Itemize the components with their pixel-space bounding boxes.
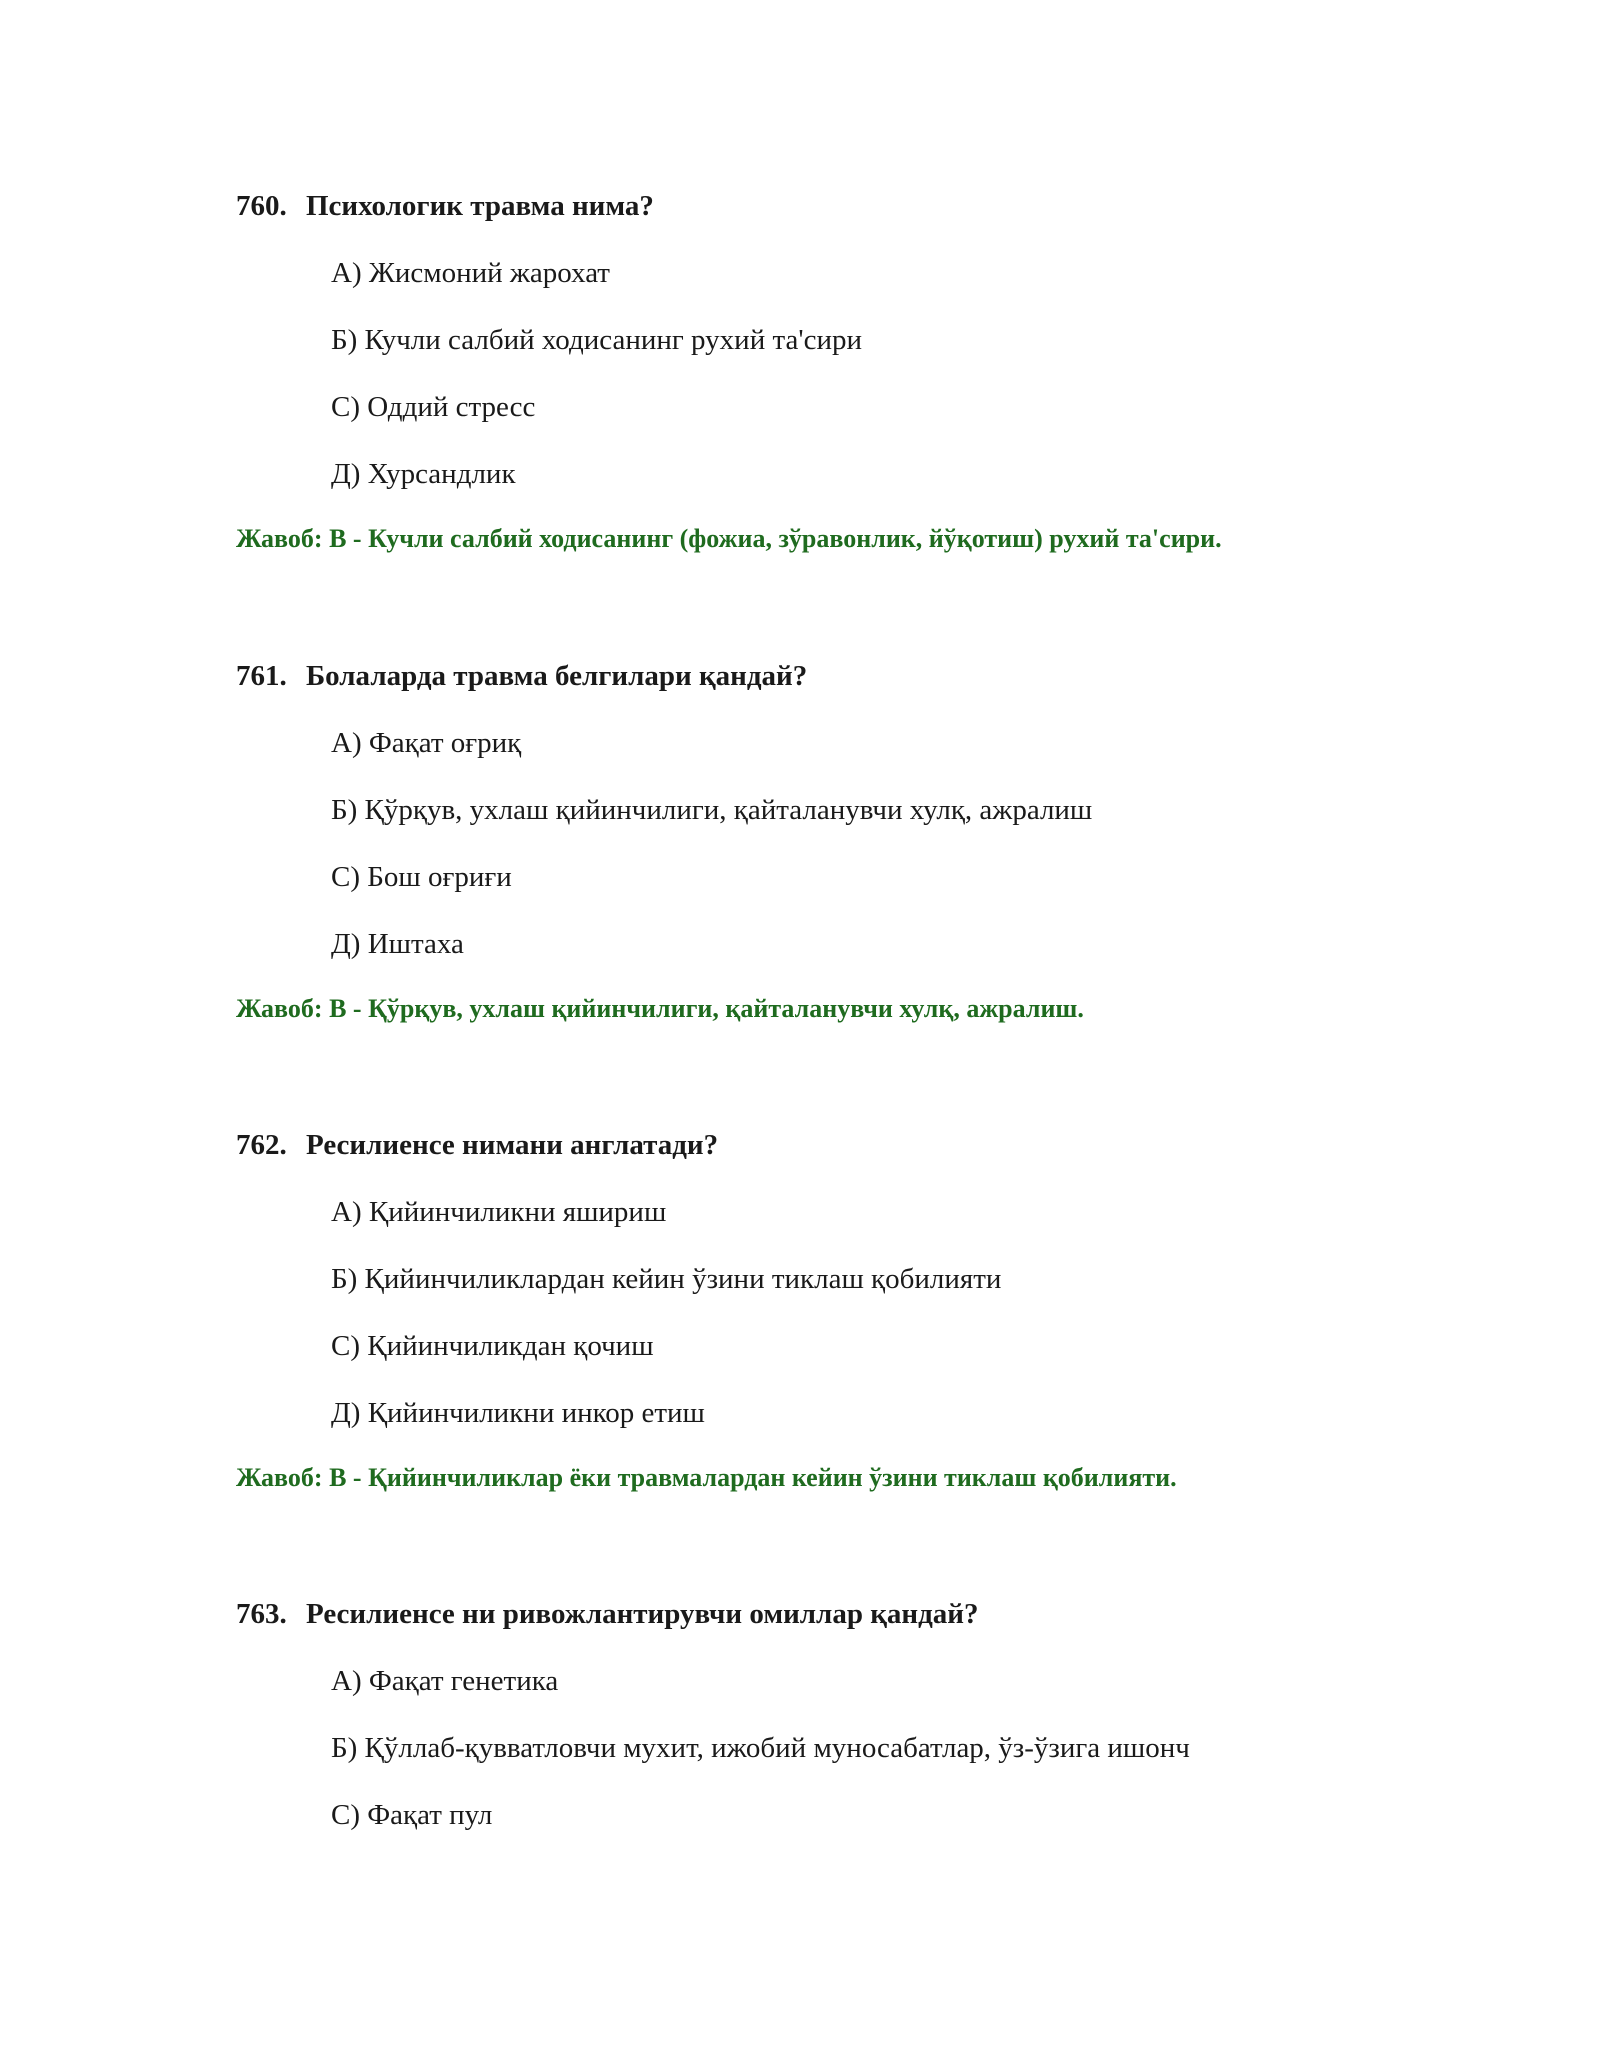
answer-line: Жавоб: B - Қўрқув, ухлаш қийинчилиги, қайталанувчи хулқ, ажралиш.	[236, 994, 1084, 1023]
question-block-762	[236, 1127, 1436, 1495]
option-a: А) Жисмоний жарохат	[331, 257, 610, 289]
question-number: 763.	[236, 1598, 287, 1630]
option-a: А) Қийинчиликни яшириш	[331, 1196, 667, 1228]
question-text: Ресилиенсе нимани англатади?	[306, 1129, 719, 1161]
question-number: 762.	[236, 1129, 287, 1161]
answer-line: Жавоб: B - Қийинчиликлар ёки травмалардан кейин ўзини тиклаш қобилияти.	[236, 1463, 1177, 1492]
option-b: Б) Кучли салбий ходисанинг рухий та'сири	[331, 324, 862, 356]
question-block-760	[236, 188, 1436, 556]
question-number: 761.	[236, 660, 287, 692]
question-text: Ресилиенсе ни ривожлантирувчи омиллар қандай?	[306, 1598, 979, 1630]
option-b: Б) Қўрқув, ухлаш қийинчилиги, қайталанувчи хулқ, ажралиш	[331, 794, 1093, 826]
question-block-761	[236, 658, 1436, 1026]
question-title	[236, 188, 1436, 224]
option-a: А) Фақат оғриқ	[331, 727, 522, 759]
option-c: С) Бош оғриғи	[331, 861, 512, 893]
question-title	[236, 658, 1436, 694]
question-block-763	[236, 1596, 1436, 1833]
option-d: Д) Хурсандлик	[331, 458, 516, 490]
option-d: Д) Иштаха	[331, 928, 464, 960]
question-number: 760.	[236, 190, 287, 222]
option-b: Б) Қўллаб-қувватловчи мухит, ижобий муносабатлар, ўз-ўзига ишонч	[331, 1732, 1190, 1764]
option-b: Б) Қийинчиликлардан кейин ўзини тиклаш қобилияти	[331, 1263, 1002, 1295]
question-title	[236, 1596, 1436, 1632]
option-c: С) Фақат пул	[331, 1799, 493, 1831]
option-a: А) Фақат генетика	[331, 1665, 559, 1697]
question-text: Психологик травма нима?	[306, 190, 654, 222]
option-c: С) Оддий стресс	[331, 391, 536, 423]
question-title	[236, 1127, 1436, 1163]
option-d: Д) Қийинчиликни инкор етиш	[331, 1397, 705, 1429]
option-c: С) Қийинчиликдан қочиш	[331, 1330, 654, 1362]
answer-line: Жавоб: B - Кучли салбий ходисанинг (фожиа, зўравонлик, йўқотиш) рухий та'сири.	[236, 524, 1222, 553]
question-text: Болаларда травма белгилари қандай?	[306, 660, 808, 692]
